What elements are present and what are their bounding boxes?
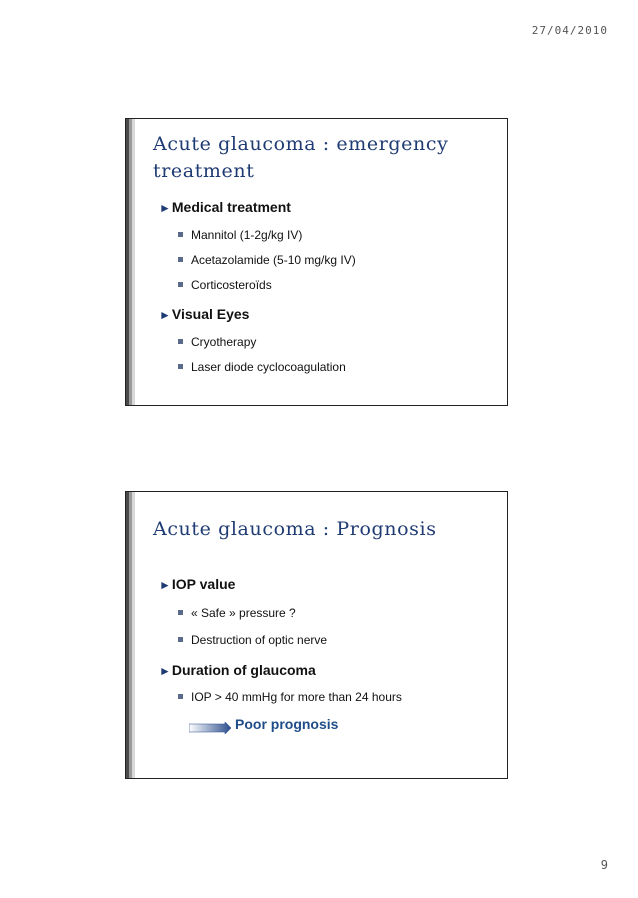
square-bullet-icon: [178, 257, 183, 262]
page-number: 9: [600, 858, 608, 872]
slide-title-line-2: treatment: [153, 160, 255, 182]
slide-title: [153, 516, 483, 543]
square-bullet-icon: [178, 282, 183, 287]
list-item: [178, 335, 256, 349]
list-item: [178, 253, 356, 267]
triangle-right-icon: ►: [159, 664, 171, 678]
list-item-text: « Safe » pressure ?: [191, 606, 296, 620]
list-item-text: Corticosteroïds: [191, 278, 272, 292]
list-item: [178, 690, 402, 704]
triangle-right-icon: ►: [159, 578, 171, 592]
list-item-text: Acetazolamide (5-10 mg/kg IV): [191, 253, 356, 267]
slide-prognosis: [125, 491, 508, 779]
slide-accent-bar: [126, 492, 135, 778]
section-heading-text: Medical treatment: [171, 199, 291, 215]
slide-title-line-1: Acute glaucoma : Prognosis: [153, 518, 437, 540]
list-item: [178, 633, 327, 647]
list-item-text: Destruction of optic nerve: [191, 633, 328, 647]
list-item-text: Laser diode cyclocoagulation: [191, 360, 346, 374]
section-heading: [159, 662, 316, 678]
triangle-right-icon: ►: [159, 201, 171, 215]
section-heading-text: Duration of glaucoma: [171, 662, 316, 678]
triangle-right-icon: ►: [159, 308, 171, 322]
section-heading-text: IOP value: [171, 576, 236, 592]
slide-title: [153, 131, 483, 185]
list-item: [178, 278, 272, 292]
list-item-text: Mannitol (1-2g/kg IV): [191, 228, 303, 242]
square-bullet-icon: [178, 637, 183, 642]
list-item-text: IOP > 40 mmHg for more than 24 hours: [191, 690, 402, 704]
square-bullet-icon: [178, 694, 183, 699]
slide-accent-bar: [126, 119, 135, 405]
section-heading-text: Visual Eyes: [171, 306, 250, 322]
square-bullet-icon: [178, 610, 183, 615]
square-bullet-icon: [178, 232, 183, 237]
block-arrow-right-icon: [189, 722, 231, 734]
conclusion-text: Poor prognosis: [235, 716, 339, 732]
section-heading: [159, 199, 291, 215]
page-date: 27/04/2010: [531, 24, 608, 37]
list-item-text: Cryotherapy: [191, 335, 257, 349]
square-bullet-icon: [178, 364, 183, 369]
square-bullet-icon: [178, 339, 183, 344]
list-item: [178, 228, 302, 242]
list-item: [178, 606, 296, 620]
list-item: [178, 360, 346, 374]
section-heading: [159, 576, 235, 592]
slide-title-line-1: Acute glaucoma : emergency: [153, 133, 449, 155]
section-heading: [159, 306, 249, 322]
slide-emergency-treatment: [125, 118, 508, 406]
